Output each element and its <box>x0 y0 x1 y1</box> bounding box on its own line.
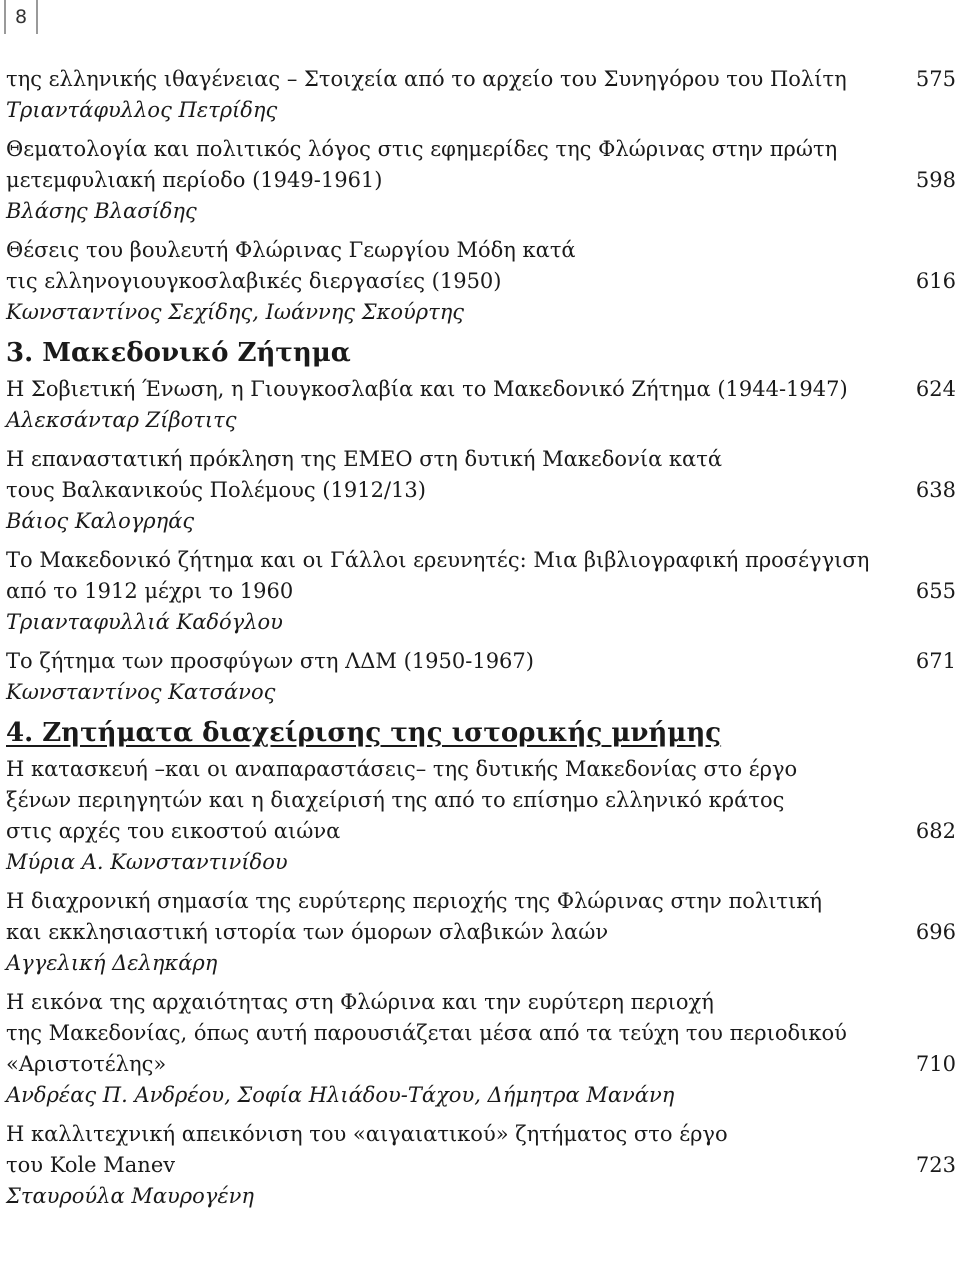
toc-entry-title-text: του Kole Manev <box>6 1153 176 1177</box>
toc-entry-title-text: Το Μακεδονικό ζήτημα και οι Γάλλοι ερευνητές: Μια βιβλιογραφική προσέγγιση <box>6 548 870 572</box>
toc-entry-title-line <box>6 444 956 475</box>
toc-entry-title-line <box>6 235 956 266</box>
toc-entry-title-line <box>6 374 956 405</box>
toc-entry-title-line <box>6 754 956 785</box>
toc-entry-title-line <box>6 1049 956 1080</box>
toc-entry-title-line <box>6 886 956 917</box>
toc-entry-page-number: 575 <box>915 67 956 91</box>
toc-entry-title-line <box>6 816 956 847</box>
toc-entry-title-text: τους Βαλκανικούς Πολέμους (1912/13) <box>6 478 426 502</box>
toc-entry-title-text: της ελληνικής ιθαγένειας – Στοιχεία από το αρχείο του Συνηγόρου του Πολίτη <box>6 67 847 91</box>
toc-entry-title-text: Η Σοβιετική Ένωση, η Γιουγκοσλαβία και το Μακεδονικό Ζήτημα (1944-1947) <box>6 377 848 401</box>
toc-entry-title-line <box>6 545 956 576</box>
toc-entry-author: Μύρια Α. Κωνσταντινίδου <box>6 850 288 874</box>
toc-entry <box>6 886 956 979</box>
section-3-entries <box>6 374 956 708</box>
toc-entry-title-line <box>6 646 956 677</box>
toc-entry <box>6 987 956 1111</box>
toc-entry-author: Ανδρέας Π. Ανδρέου, Σοφία Ηλιάδου-Τάχου, Δήμητρα Μανάνη <box>6 1083 675 1107</box>
toc-entry-author: Βλάσης Βλασίδης <box>6 199 197 223</box>
section-heading-4: 4. Ζητήματα διαχείρισης της ιστορικής μνήμης <box>6 718 722 748</box>
toc-entry-author: Κωνσταντίνος Κατσάνος <box>6 680 276 704</box>
toc-entry <box>6 444 956 537</box>
toc-entry <box>6 235 956 328</box>
page-number: 8 <box>4 0 38 34</box>
toc-entry-title-line <box>6 165 956 196</box>
toc-entry-page-number: 710 <box>915 1052 956 1076</box>
toc-entry-title-line <box>6 1119 956 1150</box>
toc-entry-page-number: 671 <box>915 649 956 673</box>
toc-entry-title-text: Η διαχρονική σημασία της ευρύτερης περιοχής της Φλώρινας στην πολιτική <box>6 889 822 913</box>
toc-entry-title-line <box>6 987 956 1018</box>
toc-entry-title-text: Θέσεις του βουλευτή Φλώρινας Γεωργίου Μόδη κατά <box>6 238 576 262</box>
toc-entry-title-text: στις αρχές του εικοστού αιώνα <box>6 819 341 843</box>
toc-entry <box>6 1119 956 1212</box>
toc-entry-title-line <box>6 134 956 165</box>
toc-entry <box>6 646 956 708</box>
toc-entry-title-line <box>6 266 956 297</box>
toc-entry <box>6 374 956 436</box>
toc-entry-title-text: μετεμφυλιακή περίοδο (1949-1961) <box>6 168 383 192</box>
toc-entry-author: Τριανταφυλλιά Καδόγλου <box>6 610 283 634</box>
toc-entry-title-text: Η εικόνα της αρχαιότητας στη Φλώρινα και την ευρύτερη περιοχή <box>6 990 714 1014</box>
toc-entry-title-text: ξένων περιηγητών και η διαχείρισή της από το επίσημο ελληνικό κράτος <box>6 788 785 812</box>
toc-entry-title-line <box>6 785 956 816</box>
toc-entry-title-text: Το ζήτημα των προσφύγων στη ΛΔΜ (1950-1967) <box>6 649 534 673</box>
toc-entry-title-text: τις ελληνογιουγκοσλαβικές διεργασίες (1950) <box>6 269 502 293</box>
toc-entry-page-number: 616 <box>915 269 956 293</box>
toc-entries-continued <box>6 64 956 328</box>
section-4-entries <box>6 754 956 1212</box>
section-heading-3: 3. Μακεδονικό Ζήτημα <box>6 338 351 368</box>
toc-entry-page-number: 598 <box>915 168 956 192</box>
toc-entry-author: Αγγελική Δεληκάρη <box>6 951 218 975</box>
toc-entry <box>6 545 956 638</box>
toc-entry-title-line <box>6 917 956 948</box>
toc-entry <box>6 754 956 878</box>
toc-entry-author: Σταυρούλα Μαυρογένη <box>6 1184 254 1208</box>
toc-entry-title-text: και εκκλησιαστική ιστορία των όμορων σλαβικών λαών <box>6 920 609 944</box>
toc-entry-title-text: Η καλλιτεχνική απεικόνιση του «αιγαιατικού» ζητήματος στο έργο <box>6 1122 728 1146</box>
toc-entry-page-number: 682 <box>915 819 956 843</box>
table-of-contents <box>6 64 956 1220</box>
toc-entry-page-number: 723 <box>915 1153 956 1177</box>
toc-entry-title-line <box>6 475 956 506</box>
toc-entry-title-text: της Μακεδονίας, όπως αυτή παρουσιάζεται μέσα από τα τεύχη του περιοδικού <box>6 1021 847 1045</box>
toc-entry-title-text: Η επαναστατική πρόκληση της ΕΜΕΟ στη δυτική Μακεδονία κατά <box>6 447 723 471</box>
toc-entry-page-number: 655 <box>915 579 956 603</box>
toc-entry-title-text: από το 1912 μέχρι το 1960 <box>6 579 294 603</box>
toc-entry-page-number: 638 <box>915 478 956 502</box>
toc-entry-title-line <box>6 1018 956 1049</box>
toc-entry-author: Τριαντάφυλλος Πετρίδης <box>6 98 278 122</box>
toc-entry-title-line <box>6 1150 956 1181</box>
toc-entry-author: Αλεκσάνταρ Ζίβοτιτς <box>6 408 237 432</box>
toc-entry-author: Κωνσταντίνος Σεχίδης, Ιωάννης Σκούρτης <box>6 300 465 324</box>
toc-entry-title-line <box>6 64 956 95</box>
toc-entry <box>6 134 956 227</box>
toc-entry-page-number: 696 <box>915 920 956 944</box>
toc-entry-title-line <box>6 576 956 607</box>
toc-entry-title-text: Θεματολογία και πολιτικός λόγος στις εφημερίδες της Φλώρινας στην πρώτη <box>6 137 838 161</box>
toc-entry-author: Βάιος Καλογρηάς <box>6 509 195 533</box>
toc-entry-title-text: Η κατασκευή –και οι αναπαραστάσεις– της δυτικής Μακεδονίας στο έργο <box>6 757 798 781</box>
toc-entry-page-number: 624 <box>915 377 956 401</box>
toc-entry <box>6 64 956 126</box>
toc-entry-title-text: «Αριστοτέλης» <box>6 1052 167 1076</box>
